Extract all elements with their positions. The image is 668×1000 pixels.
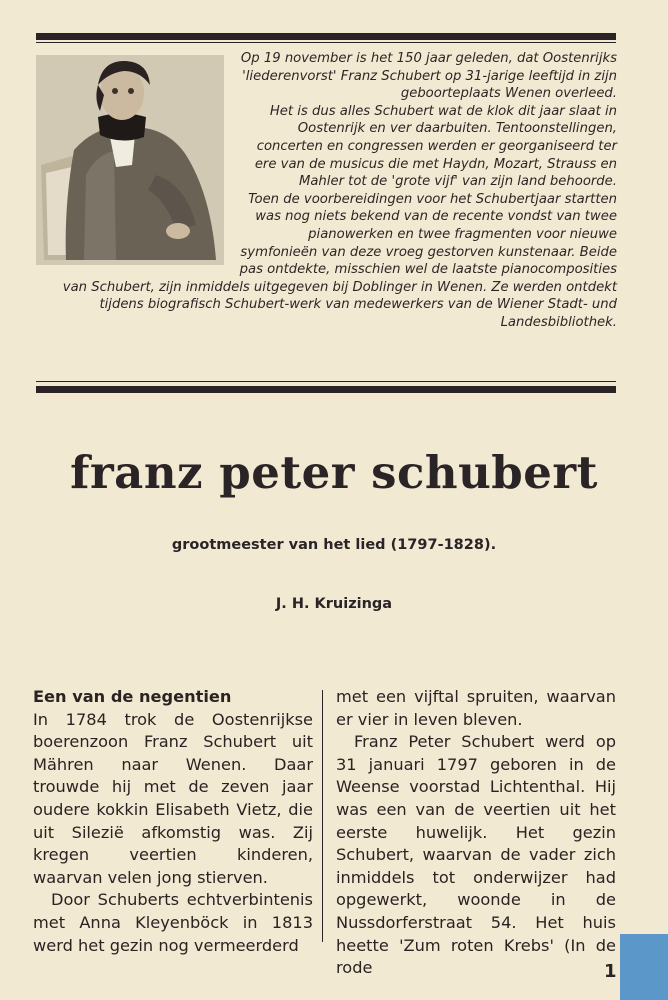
- article-author: J. H. Kruizinga: [275, 596, 393, 612]
- catalog-watermark-badge: [620, 934, 668, 1000]
- intro-paragraph: Op 19 november is het 150 jaar geleden, dat Oostenrijks 'liederenvorst' Franz Schubert op 31-jarige leeftijd in zijn geboorteplaats Wenen overleed.: [240, 51, 617, 102]
- body-paragraph: Door Schuberts echtverbintenis met Anna Kleyenböck in 1813 werd het gezin nog vermeerderd: [33, 890, 313, 955]
- page-number: 1: [604, 961, 617, 982]
- intro-block: [36, 50, 617, 370]
- bottom-rule-thin: [36, 381, 616, 382]
- article-title: franz peter schubert: [70, 446, 598, 499]
- body-paragraph: Franz Peter Schubert werd op 31 januari 1797 geboren in de Weense voorstad Lichtenthal. Hij was een van de veertien uit het eerste huwelijk. Het gezin Schubert, waarvan de vader zich inmiddels tot onderwijzer had opgewerkt, woonde in de Nussdorferstraat 54. Het huis heette 'Zum roten Krebs' (In de rode: [336, 732, 616, 978]
- column-left: [33, 686, 313, 957]
- top-rule: [36, 33, 616, 40]
- top-rule-thin: [36, 42, 616, 43]
- intro-paragraph: Het is dus alles Schubert wat de klok dit jaar slaat in Oostenrijk en ver daarbuiten. Tentoonstellingen, concerten en congressen werden er georganiseerd ter ere van de musicus die met Haydn, Mozart, Strauss en Mahler tot de 'grote vijf' van zijn land behoorde.: [254, 103, 617, 190]
- column-divider: [322, 690, 323, 942]
- body-paragraph: met een vijftal spruiten, waarvan er vier in leven bleven.: [336, 687, 616, 729]
- intro-paragraph: Toen de voorbereidingen voor het Schubertjaar startten was nog niets bekend van de recente vondst van twee pianowerken en twee fragmenten voor nieuwe symfonieën van deze vroeg gestorven kunstenaar. Beide pas ontdekte, misschien wel de laatste pianocomposities van Schubert, zijn inmiddels uitgegeven bij Doblinger in Wenen. Ze werden ontdekt tijdens biografisch Schubert-werk van medewerkers van de Wiener Stadt- und Landesbibliothek.: [62, 191, 617, 330]
- body-paragraph: In 1784 trok de Oostenrijkse boerenzoon Franz Schubert uit Mähren naar Wenen. Daar trouwde hij met de zeven jaar oudere kokkin Elisabeth Vietz, die uit Silezië afkomstig was. Zij kregen veertien kinderen, waarvan velen jong stierven.: [33, 709, 313, 887]
- section-heading: Een van de negentien: [33, 687, 232, 706]
- column-right: [336, 686, 616, 980]
- article-subtitle: grootmeester van het lied (1797-1828).: [171, 537, 497, 553]
- bottom-rule: [36, 386, 616, 393]
